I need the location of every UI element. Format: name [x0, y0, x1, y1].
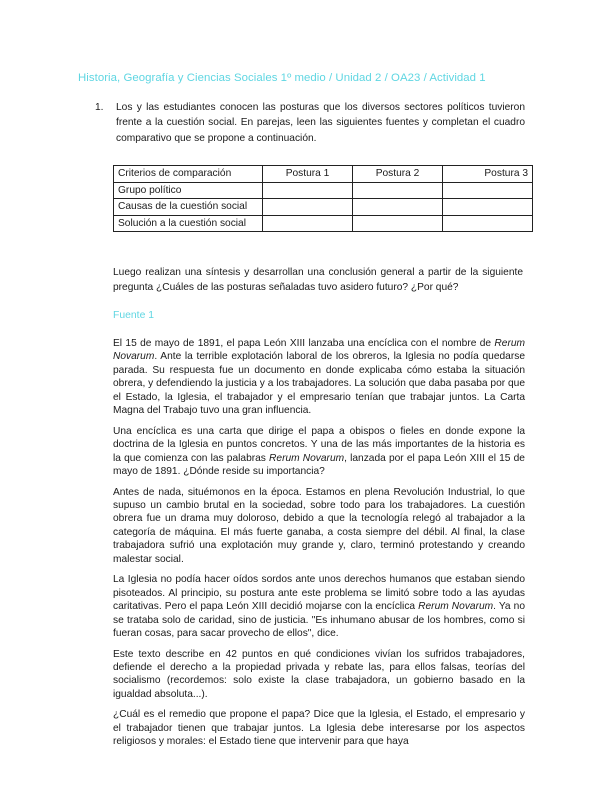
paragraph-text: El 15 de mayo de 1891, el papa León XIII lanzaba una encíclica con el nombre de	[113, 338, 495, 349]
fuente-body	[113, 337, 525, 749]
table-header-postura-2: Postura 2	[353, 166, 443, 183]
question-1	[95, 100, 525, 146]
table-header-postura-1: Postura 1	[263, 166, 353, 183]
encyclical-title: Rerum Novarum	[269, 452, 345, 464]
paragraph	[113, 337, 525, 418]
encyclical-title: Rerum Novarum	[418, 601, 494, 613]
conclusion-instruction: Luego realizan una síntesis y desarrollan una conclusión general a partir de la siguiente pregunta ¿Cuáles de las posturas señaladas tuvo asidero futuro? ¿Por qué?	[113, 267, 523, 294]
comparison-table	[113, 165, 533, 232]
paragraph-text: . Ante la terrible explotación laboral de los obreros, la Iglesia no podía quedarse parada. Su respuesta fue un documento en donde explicaba cómo estaba la situación obrera, y defendiendo la justicia y a los trabajadores. La solución que daba pasaba por que el Estado, la Iglesia, el trabajador y el empresario tenían que trabajar juntos. La Carta Magna del Trabajo tuvo una gran influencia.	[113, 351, 525, 417]
paragraph: Este texto describe en 42 puntos en qué condiciones vivían los sufridos trabajadores, defiende el derecho a la propiedad privada y rebate las, para ellos falsas, teorías del socialismo (recordemos: solo existe la clase trabajadora, un gobierno basado en la igualdad absoluta...).	[113, 648, 525, 700]
table-row	[114, 215, 533, 232]
page-header: Historia, Geografía y Ciencias Sociales 1º medio / Unidad 2 / OA23 / Actividad 1	[78, 72, 486, 84]
table-header-row	[114, 166, 533, 183]
fuente-title: Fuente 1	[113, 310, 155, 321]
paragraph: ¿Cuál es el remedio que propone el papa? Dice que la Iglesia, el Estado, el empresario y el trabajador tienen que trabajar juntos. La Iglesia debe interesarse por los aspectos religiosos y morales: el Estado tiene que intervenir para que haya	[113, 709, 525, 748]
encyclical-title: Rerum Novarum	[113, 338, 525, 363]
paragraph: Antes de nada, situémonos en la época. Estamos en plena Revolución Industrial, lo que supuso un cambio brutal en la sociedad, sobre todo para los trabajadores. La cuestión obrera fue un drama muy doloroso, debido a que la tecnología relegó al trabajador a la categoría de máquina. El más fuerte ganaba, a costa siempre del débil. Al final, la clase trabajadora sufrió una explotación muy grande y, claro, terminó protestando y creando malestar social.	[113, 486, 525, 565]
table-cell[interactable]	[263, 215, 353, 232]
table-cell[interactable]	[353, 199, 443, 216]
paragraph-text: Una encíclica es una carta que dirige el papa a obispos o fieles en donde expone la doctrina de la Iglesia en puntos concretos. Y una de las más importantes de la historia es la que comienza con las palabras	[113, 425, 525, 464]
table-row	[114, 199, 533, 216]
table-cell[interactable]	[353, 182, 443, 199]
paragraph-text: . Ya no se trataba solo de caridad, sino de justicia. "Es inhumano abusar de los hombres, como si fueran cosas, para sacar provecho de ellos", dice.	[113, 601, 525, 640]
paragraph	[113, 573, 525, 640]
table-row	[114, 182, 533, 199]
table-cell[interactable]	[263, 182, 353, 199]
table-cell[interactable]	[443, 215, 533, 232]
row-label-solucion: Solución a la cuestión social	[114, 215, 263, 232]
row-label-causas: Causas de la cuestión social	[114, 199, 263, 216]
paragraph-text: La Iglesia no podía hacer oídos sordos ante unos derechos humanos que estaban siendo pisoteados. Al principio, su postura ante este problema se limitó sobre todo a las ayudas caritativas. Pero el papa León XIII decidió mojarse con la encíclica	[113, 574, 525, 613]
table-header-postura-3: Postura 3	[443, 166, 533, 183]
row-label-grupo-politico: Grupo político	[114, 182, 263, 199]
table-cell[interactable]	[263, 199, 353, 216]
table-header-criteria: Criterios de comparación	[114, 166, 263, 183]
table-cell[interactable]	[443, 199, 533, 216]
table-cell[interactable]	[443, 182, 533, 199]
question-number: 1.	[95, 102, 104, 113]
paragraph	[113, 425, 525, 479]
question-text: Los y las estudiantes conocen las posturas que los diversos sectores políticos tuvieron frente a la cuestión social. En parejas, leen las siguientes fuentes y completan el cuadro comparativo que se propone a continuación.	[116, 102, 525, 144]
table-cell[interactable]	[353, 215, 443, 232]
paragraph-text: , lanzada por el papa León XIII el 15 de mayo de 1891. ¿Dónde reside su importancia?	[113, 452, 525, 478]
